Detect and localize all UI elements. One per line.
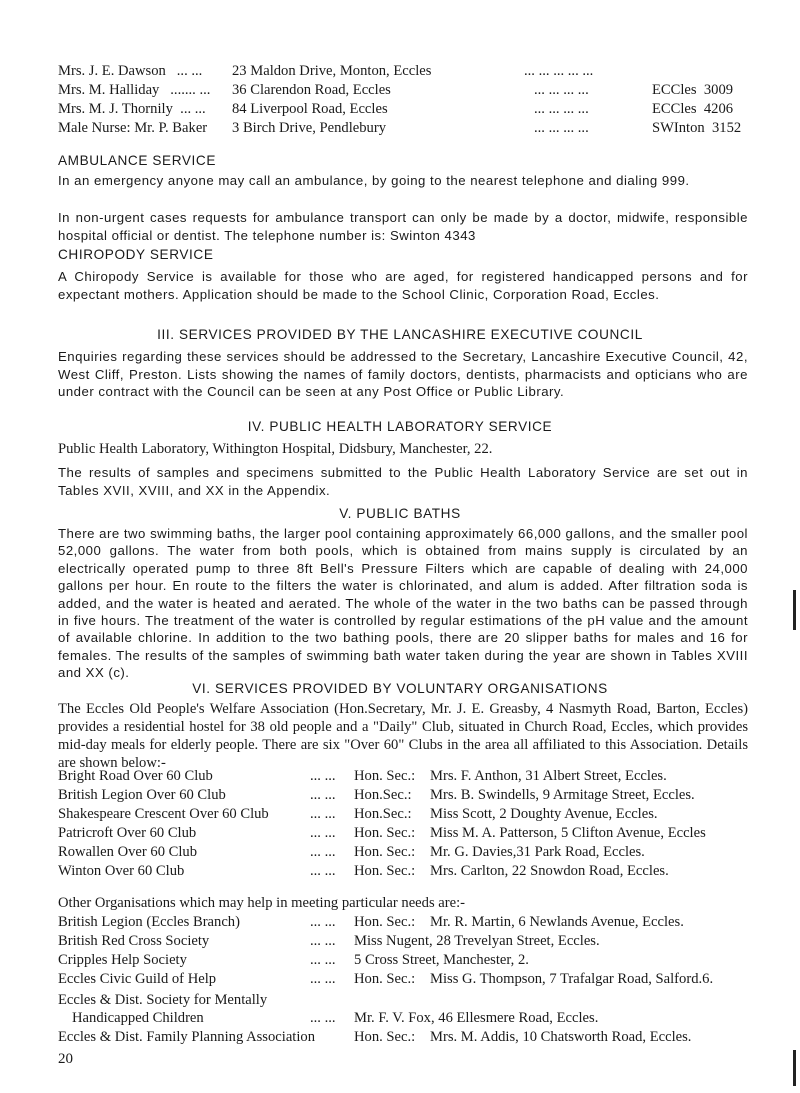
address-street: 3 Birch Drive, Pendlebury	[232, 120, 387, 136]
section-5-heading: V. PUBLIC BATHS	[339, 506, 461, 521]
organisation-contact: 5 Cross Street, Manchester, 2.	[354, 952, 529, 968]
club-role: Hon. Sec.:	[354, 863, 416, 879]
club-contact: Mrs. Carlton, 22 Snowdon Road, Eccles.	[430, 863, 669, 879]
section-4-paragraph-1: Public Health Laboratory, Withington Hospital, Didsbury, Manchester, 22.	[58, 441, 493, 457]
address-row	[58, 101, 758, 118]
organisation-contact: Mr. R. Martin, 6 Newlands Avenue, Eccles.	[430, 914, 684, 930]
club-name: British Legion Over 60 Club	[58, 787, 226, 803]
organisation-row	[58, 992, 758, 1009]
club-dots: ... ...	[310, 825, 336, 841]
address-dots: ... ... ... ...	[534, 120, 589, 136]
address-phone: ECCles 3009	[652, 82, 734, 98]
organisation-contact: Miss G. Thompson, 7 Trafalgar Road, Salford.6.	[430, 971, 714, 987]
club-row	[58, 825, 758, 842]
club-dots: ... ...	[310, 768, 336, 784]
organisation-dots: ... ...	[310, 914, 336, 930]
scan-edge-mark	[793, 590, 796, 630]
organisation-name: Eccles & Dist. Family Planning Association	[58, 1029, 315, 1045]
club-row	[58, 768, 758, 785]
club-dots: ... ...	[310, 863, 336, 879]
club-name: Patricroft Over 60 Club	[58, 825, 197, 841]
organisation-role: Hon. Sec.:	[354, 914, 416, 930]
organisation-row	[58, 933, 758, 950]
club-name: Winton Over 60 Club	[58, 863, 185, 879]
organisation-dots: ... ...	[310, 1010, 336, 1026]
address-dots: ... ... ... ...	[534, 101, 589, 117]
club-contact: Miss Scott, 2 Doughty Avenue, Eccles.	[430, 806, 658, 822]
organisation-row	[58, 914, 758, 931]
club-row	[58, 787, 758, 804]
address-name: Mrs. M. Halliday ....... ...	[58, 82, 211, 98]
club-role: Hon. Sec.:	[354, 844, 416, 860]
organisation-row	[58, 971, 758, 988]
address-street: 36 Clarendon Road, Eccles	[232, 82, 391, 98]
organisation-name: Cripples Help Society	[58, 952, 187, 968]
chiropody-heading: CHIROPODY SERVICE	[58, 247, 214, 262]
address-row	[58, 63, 758, 80]
club-name: Bright Road Over 60 Club	[58, 768, 213, 784]
address-name: Male Nurse: Mr. P. Baker	[58, 120, 208, 136]
section-3-paragraph: Enquiries regarding these services should be addressed to the Secretary, Lancashire Executive Council, 42, West Cliff, Preston. Lists showing the names of family doctors, dentists, pharmacists and opticians who are under contract with the Council can be seen at any Post Office or Public Library.	[58, 349, 748, 399]
section-4-paragraph-2: The results of samples and specimens submitted to the Public Health Laboratory Service are set out in Tables XVII, XVIII, and XX in the Appendix.	[58, 465, 748, 498]
club-row	[58, 844, 758, 861]
organisation-row	[58, 1029, 758, 1046]
organisation-name: Eccles & Dist. Society for Mentally	[58, 992, 268, 1008]
organisation-dots: ... ...	[310, 933, 336, 949]
address-street: 84 Liverpool Road, Eccles	[232, 101, 388, 117]
section-5-paragraph: There are two swimming baths, the larger pool containing approximately 66,000 gallons, and the smaller pool 52,000 gallons. The water from both pools, which is obtained from mains supply is circulated by an electrically operated pump to three 8ft Bell's Pressure Filters which are capable of dealing with 24,000 gallons per hour. En route to the filters the water is chlorinated, and alum is added. After filtration soda is added, and the water is heated and aerated. The whole of the water in the two baths can be passed through in five hours. The treatment of the water is controlled by regular estimations of the pH value and the amount of available chlorine. In addition to the two bathing pools, there are 20 slipper baths for males and 16 for females. The results of the samples of swimming bath water taken during the year are shown in Tables XVIII and XX (c).	[58, 526, 748, 681]
ambulance-heading: AMBULANCE SERVICE	[58, 153, 217, 168]
ambulance-paragraph-2: In non-urgent cases requests for ambulance transport can only be made by a doctor, midwife, responsible hospital official or dentist. The telephone number is: Swinton 4343	[58, 210, 748, 243]
organisation-role: Hon. Sec.:	[354, 1029, 416, 1045]
chiropody-paragraph: A Chiropody Service is available for those who are aged, for registered handicapped persons and for expectant mothers. Application should be made to the School Clinic, Corporation Road, Eccles.	[58, 269, 748, 302]
club-role: Hon. Sec.:	[354, 768, 416, 784]
club-dots: ... ...	[310, 787, 336, 803]
organisation-name-continued: Handicapped Children	[72, 1010, 204, 1026]
club-contact: Mr. G. Davies,31 Park Road, Eccles.	[430, 844, 645, 860]
organisation-contact: Mrs. M. Addis, 10 Chatsworth Road, Eccles.	[430, 1029, 692, 1045]
organisation-dots: ... ...	[310, 971, 336, 987]
club-name: Shakespeare Crescent Over 60 Club	[58, 806, 269, 822]
ambulance-paragraph-1: In an emergency anyone may call an ambulance, by going to the nearest telephone and dialing 999.	[58, 173, 690, 188]
club-contact: Miss M. A. Patterson, 5 Clifton Avenue, Eccles	[430, 825, 706, 841]
scan-edge-mark	[793, 1050, 796, 1086]
club-row	[58, 806, 758, 823]
address-street: 23 Maldon Drive, Monton, Eccles	[232, 63, 432, 79]
club-role: Hon.Sec.:	[354, 787, 412, 803]
organisation-dots: ... ...	[310, 952, 336, 968]
club-contact: Mrs. F. Anthon, 31 Albert Street, Eccles.	[430, 768, 667, 784]
organisation-row	[58, 952, 758, 969]
page-number: 20	[58, 1051, 73, 1067]
section-3-heading: III. SERVICES PROVIDED BY THE LANCASHIRE EXECUTIVE COUNCIL	[157, 327, 643, 342]
address-name: Mrs. M. J. Thornily ... ...	[58, 101, 206, 117]
club-dots: ... ...	[310, 844, 336, 860]
section-6-paragraph: The Eccles Old People's Welfare Association (Hon.Secretary, Mr. J. E. Greasby, 4 Nasmyth Road, Barton, Eccles) provides a residential hostel for 38 old people and a "Daily" Club, situated in Church Road, Eccles, which provides mid-day meals for elderly people. There are six "Over 60" Clubs in the area all affiliated to this Association. Details are shown below:-	[58, 701, 748, 771]
section-4-heading: IV. PUBLIC HEALTH LABORATORY SERVICE	[247, 419, 553, 434]
club-row	[58, 863, 758, 880]
address-row	[58, 82, 758, 99]
address-dots: ... ... ... ...	[534, 82, 589, 98]
address-row	[58, 120, 758, 137]
organisation-contact: Miss Nugent, 28 Trevelyan Street, Eccles.	[354, 933, 600, 949]
address-name: Mrs. J. E. Dawson ... ...	[58, 63, 203, 79]
organisation-row-continued	[58, 1010, 758, 1027]
club-dots: ... ...	[310, 806, 336, 822]
address-phone: ECCles 4206	[652, 101, 734, 117]
other-organisations-intro: Other Organisations which may help in meeting particular needs are:-	[58, 895, 466, 911]
club-contact: Mrs. B. Swindells, 9 Armitage Street, Eccles.	[430, 787, 695, 803]
organisation-name: Eccles Civic Guild of Help	[58, 971, 217, 987]
address-dots: ... ... ... ... ...	[524, 63, 594, 79]
address-phone: SWInton 3152	[652, 120, 742, 136]
club-role: Hon.Sec.:	[354, 806, 412, 822]
club-name: Rowallen Over 60 Club	[58, 844, 198, 860]
section-6-heading: VI. SERVICES PROVIDED BY VOLUNTARY ORGANISATIONS	[192, 681, 608, 696]
club-role: Hon. Sec.:	[354, 825, 416, 841]
organisation-role: Hon. Sec.:	[354, 971, 416, 987]
organisation-contact: Mr. F. V. Fox, 46 Ellesmere Road, Eccles.	[354, 1010, 599, 1026]
organisation-name: British Red Cross Society	[58, 933, 210, 949]
organisation-name: British Legion (Eccles Branch)	[58, 914, 240, 930]
